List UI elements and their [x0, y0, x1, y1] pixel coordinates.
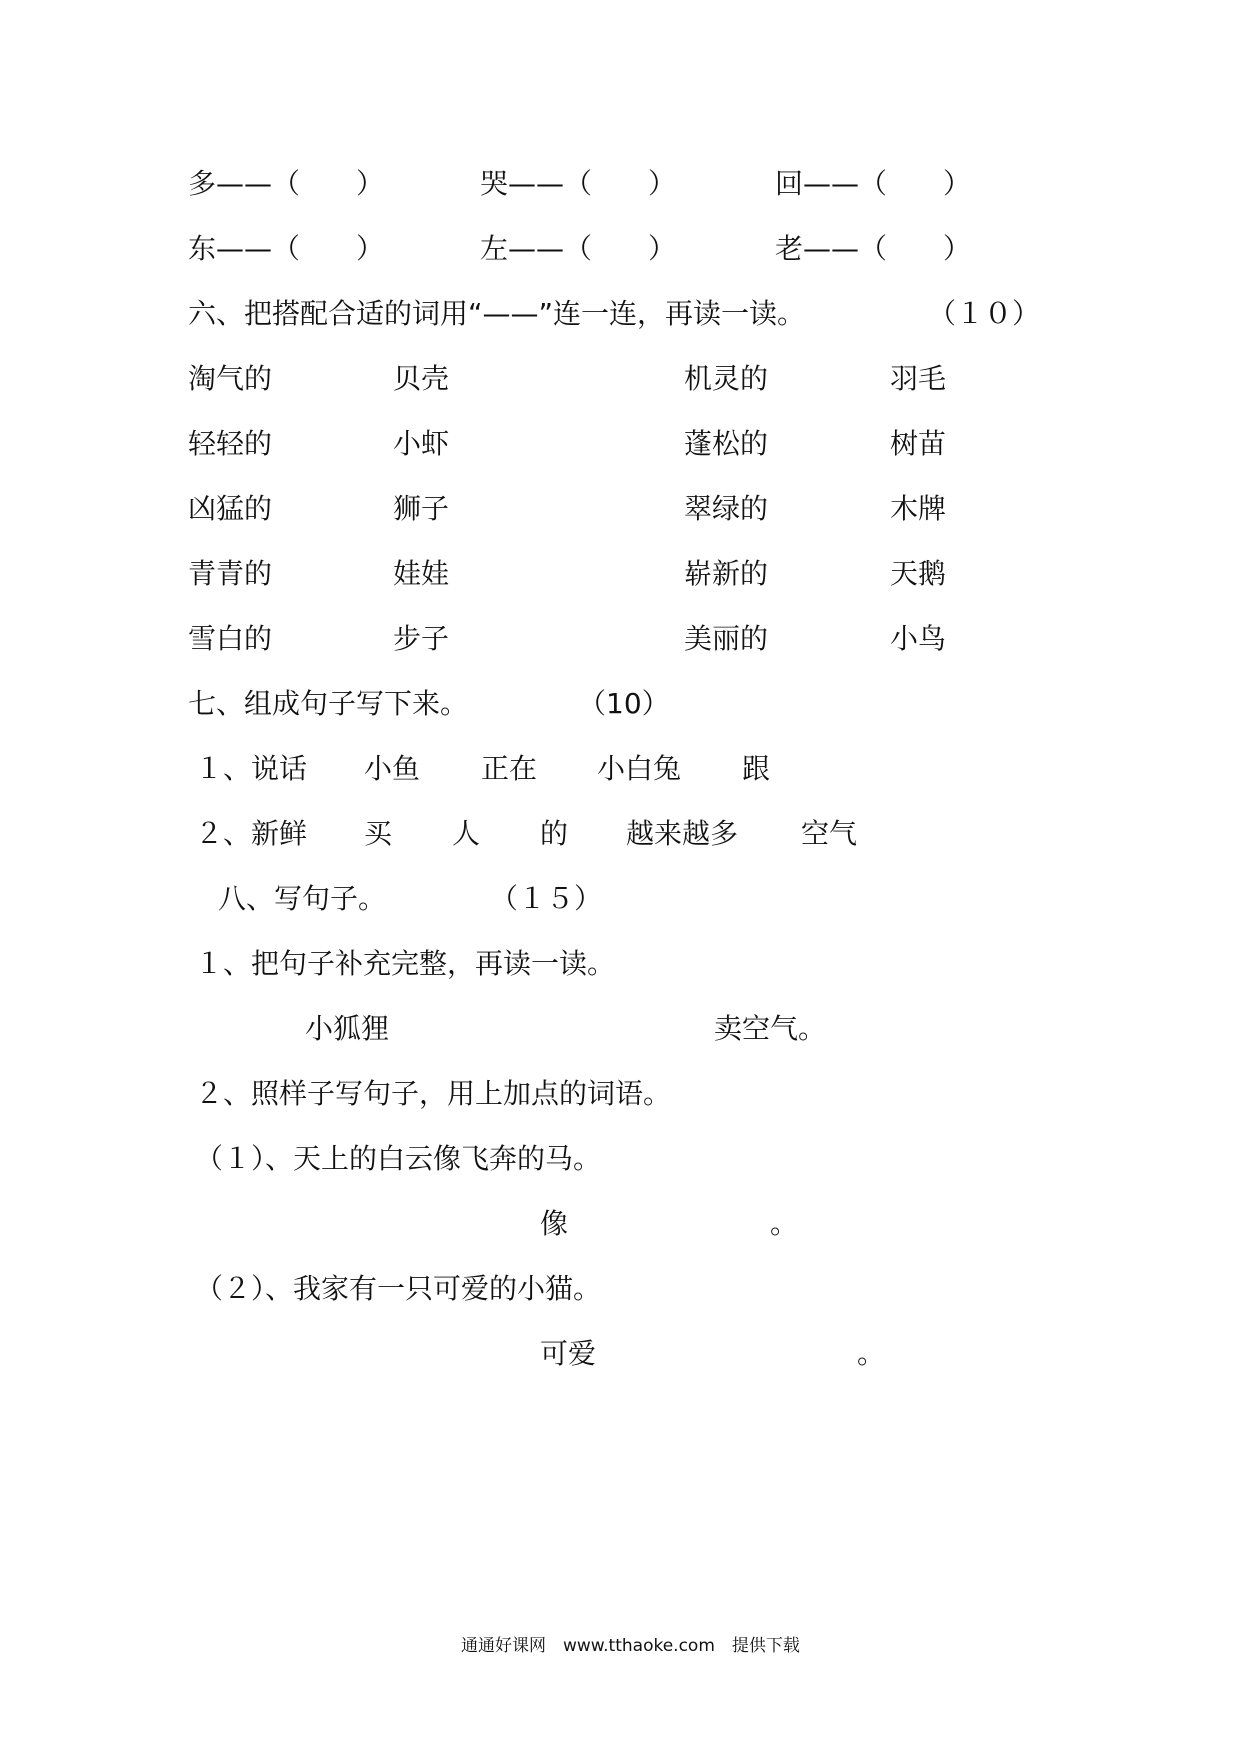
match-word: 青青的: [188, 557, 273, 590]
sentence-word: ２、新鲜: [195, 817, 308, 850]
section8-score: （１５）: [490, 882, 603, 915]
match-word: 美丽的: [684, 622, 769, 655]
section7-title: 七、组成句子写下来。: [188, 687, 469, 720]
section6-title: 六、把搭配合适的词用“——”连一连，再读一读。: [188, 297, 806, 330]
section8-q1-title: １、把句子补充完整，再读一读。: [195, 947, 616, 980]
match-word: 凶猛的: [188, 492, 273, 525]
antonym-item: 东——（ ）: [188, 232, 385, 265]
antonym-item: 回——（ ）: [775, 167, 972, 200]
match-word: 机灵的: [684, 362, 769, 395]
section8-title: 八、写句子。: [218, 882, 387, 915]
match-word: 狮子: [393, 492, 450, 525]
sentence-word: 空气: [801, 817, 858, 850]
sentence-word: 的: [540, 817, 569, 850]
match-word: 树苗: [890, 427, 947, 460]
match-word: 小虾: [393, 427, 450, 460]
match-word: 崭新的: [684, 557, 769, 590]
sentence-word: １、说话: [195, 752, 308, 785]
section8-q1-right: 卖空气。: [714, 1012, 827, 1045]
sentence-word: 跟: [742, 752, 771, 785]
sentence-word: 正在: [481, 752, 538, 785]
section8-q2-title: ２、照样子写句子，用上加点的词语。: [195, 1077, 672, 1110]
sentence-word: 人: [452, 817, 481, 850]
match-word: 贝壳: [393, 362, 450, 395]
antonym-item: 老——（ ）: [775, 232, 972, 265]
sentence-word: 买: [364, 817, 393, 850]
example-fill-word: 像: [540, 1207, 569, 1240]
match-word: 天鹅: [890, 557, 947, 590]
footer-text: 通通好课网 www.tthaoke.com 提供下载: [461, 1636, 800, 1656]
sentence-word: 小白兔: [597, 752, 682, 785]
match-word: 蓬松的: [684, 427, 769, 460]
example-fill-end: 。: [770, 1207, 799, 1240]
sentence-word: 小鱼: [364, 752, 421, 785]
match-word: 娃娃: [393, 557, 450, 590]
antonym-item: 哭——（ ）: [480, 167, 677, 200]
example-fill-word: 可爱: [540, 1337, 597, 1370]
match-word: 雪白的: [188, 622, 273, 655]
match-word: 淘气的: [188, 362, 273, 395]
section7-score: （10）: [578, 687, 670, 720]
match-word: 翠绿的: [684, 492, 769, 525]
match-word: 小鸟: [890, 622, 947, 655]
match-word: 羽毛: [890, 362, 947, 395]
antonym-item: 左——（ ）: [480, 232, 677, 265]
section8-q1-left: 小狐狸: [305, 1012, 390, 1045]
match-word: 步子: [393, 622, 450, 655]
antonym-item: 多——（ ）: [188, 167, 385, 200]
example-fill-end: 。: [857, 1337, 886, 1370]
match-word: 轻轻的: [188, 427, 273, 460]
sentence-word: 越来越多: [626, 817, 739, 850]
example-sentence: （１）、天上的白云像飞奔的马。: [195, 1142, 602, 1175]
example-sentence: （２）、我家有一只可爱的小猫。: [195, 1272, 602, 1305]
section6-score: （１０）: [928, 297, 1041, 330]
match-word: 木牌: [890, 492, 947, 525]
